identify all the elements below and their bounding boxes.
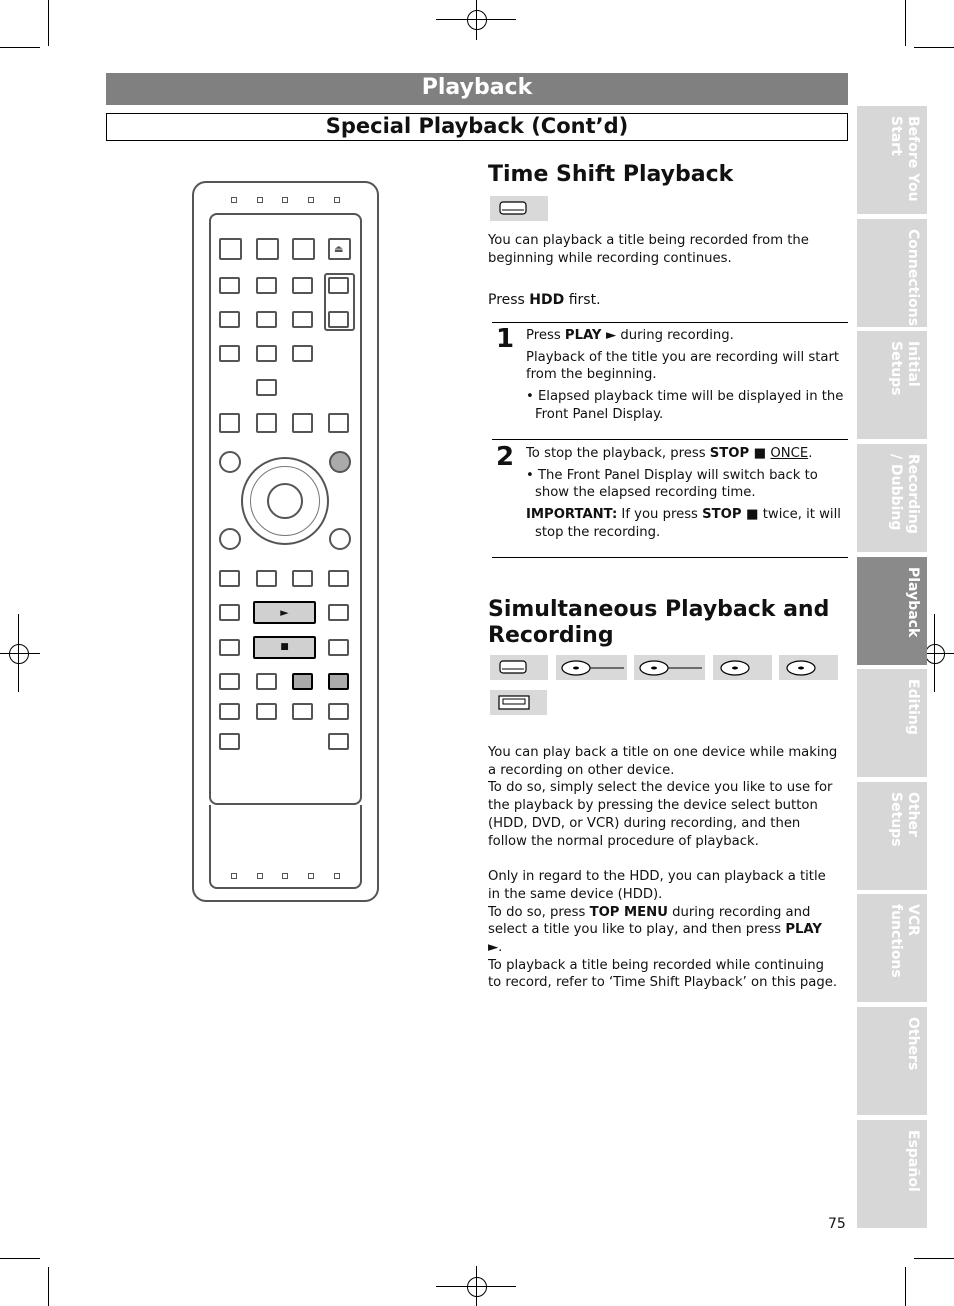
side-tab-before-you-start[interactable]: Before You Start bbox=[857, 106, 927, 214]
side-tab-other-setups[interactable]: Other Setups bbox=[857, 782, 927, 890]
registration-mark-line bbox=[0, 653, 40, 654]
step-2-text: To stop the playback, press STOP ■ ONCE. • The Front Panel Display will switch back to show the elapsed recording time. IMPORTANT: If you press STOP ■ twice, it will stop the recording. bbox=[526, 446, 841, 540]
simultaneous-body: You can play back a title on one device while making a recording on other device. To do so, simply select the device you like to use for the playback by pressing the device select button (HDD, DVD, or VCR) during recording, and then follow the normal procedure of playback. Only in regard to the HDD, you can playback a title in the same device (HDD). To do so, press TOP MENU during recording and select a title you like to play, and then press PLAY ►. To playback a title being recorded while continuing to record, refer to ‘Time Shift Playback’ on this page. bbox=[488, 745, 838, 991]
crop-mark bbox=[48, 0, 49, 46]
registration-mark bbox=[9, 644, 29, 664]
hdd-icon bbox=[490, 655, 548, 680]
press-hdd-first: Press HDD first. bbox=[488, 292, 601, 308]
divider bbox=[492, 322, 848, 323]
side-tab-connections[interactable]: Connections bbox=[857, 219, 927, 327]
step-number: 2 bbox=[496, 442, 515, 472]
crop-mark bbox=[914, 1258, 954, 1259]
time-shift-title: Time Shift Playback bbox=[488, 162, 734, 187]
divider bbox=[492, 439, 848, 440]
registration-mark-line bbox=[18, 614, 19, 692]
dvd-rw-icon bbox=[634, 655, 705, 680]
hdd-icon bbox=[490, 196, 548, 221]
side-tab-recording-dubbing[interactable]: Recording / Dubbing bbox=[857, 444, 927, 552]
registration-mark-line bbox=[934, 614, 935, 692]
registration-mark bbox=[467, 10, 487, 30]
side-tab-vcr-functions[interactable]: VCR functions bbox=[857, 894, 927, 1002]
side-tab-initial-setups[interactable]: Initial Setups bbox=[857, 331, 927, 439]
crop-mark bbox=[0, 1258, 40, 1259]
registration-mark-line bbox=[476, 1266, 477, 1306]
simultaneous-title: Simultaneous Playback and Recording bbox=[488, 597, 830, 648]
dvd-r-icon bbox=[713, 655, 772, 680]
vcr-icon bbox=[490, 690, 547, 715]
crop-mark bbox=[0, 47, 40, 48]
time-shift-intro: You can playback a title being recorded from the beginning while recording continues. bbox=[488, 233, 809, 266]
registration-mark bbox=[925, 644, 945, 664]
registration-mark-line bbox=[476, 0, 477, 40]
side-tab-playback[interactable]: Playback bbox=[857, 557, 927, 665]
divider bbox=[492, 557, 848, 558]
side-tab-editing[interactable]: Editing bbox=[857, 669, 927, 777]
page-number: 75 bbox=[828, 1216, 846, 1232]
section-header: Playback bbox=[106, 73, 848, 105]
crop-mark bbox=[905, 1267, 906, 1306]
crop-mark bbox=[905, 0, 906, 46]
dvd-plus-r-icon bbox=[779, 655, 838, 680]
side-tab-others[interactable]: Others bbox=[857, 1007, 927, 1115]
step-number: 1 bbox=[496, 324, 515, 354]
registration-mark bbox=[467, 1277, 487, 1297]
dvd-video-icon bbox=[556, 655, 627, 680]
side-tab-espanol[interactable]: Español bbox=[857, 1120, 927, 1228]
remote-control-illustration: ⏏ ► ■ bbox=[192, 181, 379, 902]
crop-mark bbox=[48, 1267, 49, 1306]
crop-mark bbox=[914, 47, 954, 48]
step-1-text: Press PLAY ► during recording. Playback of the title you are recording will start from the beginning. • Elapsed playback time will be displayed in the Front Panel Display. bbox=[526, 328, 844, 422]
section-subheader: Special Playback (Cont’d) bbox=[106, 113, 848, 141]
